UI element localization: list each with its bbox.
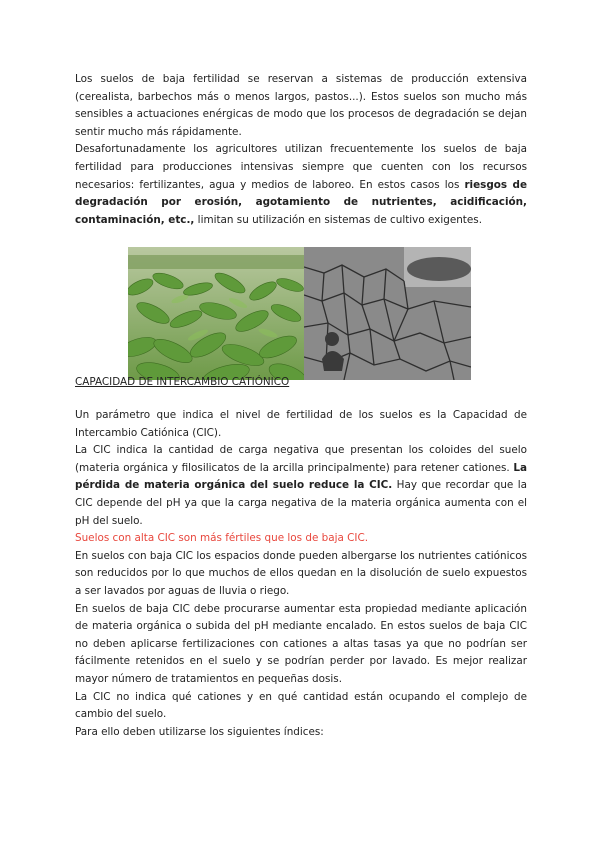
- section-heading: CAPACIDAD DE INTERCAMBIO CATIÓNICO: [75, 376, 290, 388]
- intro-section: [75, 71, 527, 229]
- cic-paragraph-6: La CIC no indica qué cationes y en qué cantidad están ocupando el complejo de cambio del suelo.: [75, 690, 527, 721]
- cic-paragraph-1: Un parámetro que indica el nivel de fertilidad de los suelos es la Capacidad de Intercambio Catiónica (CIC).: [75, 409, 527, 439]
- intro-paragraph-2: [75, 141, 527, 229]
- crop-vs-degraded-soil-image: [128, 247, 471, 380]
- green-crop-half: [128, 247, 304, 380]
- intro-paragraph-2-text: Desafortunadamente los agricultores utilizan frecuentemente los suelos de baja fertilidad para producciones intensivas siempre que cuenten con los recursos necesarios: fertilizantes, agua y medios de laboreo. En estos casos los: [75, 143, 527, 191]
- intro-paragraph-2-end: limitan su utilización en sistemas de cultivo exigentes.: [194, 213, 482, 226]
- cracked-soil-half: [304, 247, 471, 380]
- cic-section: [75, 407, 527, 741]
- cic-paragraph-7: Para ello deben utilizarse los siguientes índices:: [75, 725, 324, 738]
- cic-paragraph-2: [75, 442, 527, 530]
- cic-paragraph-4: En suelos con baja CIC los espacios donde pueden albergarse los nutrientes catiónicos son reducidos por lo que muchos de ellos quedan en la disolución de suelo expuestos a ser lavados por aguas de lluvia o riego.: [75, 549, 527, 597]
- intro-paragraph-1: Los suelos de baja fertilidad se reservan a sistemas de producción extensiva (cerealista, barbechos más o menos largos, pastos...). Estos suelos son mucho más sensibles a actuaciones enérgicas de modo que los procesos de degradación se dejan sentir mucho más rápidamente.: [75, 73, 527, 138]
- cic-paragraph-5: En suelos de baja CIC debe procurarse aumentar esta propiedad mediante aplicación de materia orgánica o subida del pH mediante encalado. En estos suelos de baja CIC no deben aplicarse fertilizaciones con cationes a altas tasas ya que no podrían ser fácilmente retenidos en el suelo y se podrían perder por lavado. Es mejor realizar mayor número de tratamientos en pequeñas dosis.: [75, 602, 527, 685]
- cic-paragraph-2-end: Hay que recordar que la CIC depende del pH ya que la carga negativa de la materia orgánica aumenta con el pH del suelo.: [75, 479, 527, 527]
- organic-matter-bold: La pérdida de materia orgánica del suelo reduce la CIC.: [75, 461, 527, 492]
- degradation-risks-bold: riesgos de degradación por erosión, agotamiento de nutrientes, acidificación, contaminación, etc.,: [75, 178, 527, 226]
- cic-paragraph-2-text: La CIC indica la cantidad de carga negativa que presentan los coloides del suelo (materia orgánica y filosilicatos de la arcilla principalmente) para retener cationes.: [75, 444, 527, 474]
- high-cic-highlight: Suelos con alta CIC son más fértiles que los de baja CIC.: [75, 532, 369, 545]
